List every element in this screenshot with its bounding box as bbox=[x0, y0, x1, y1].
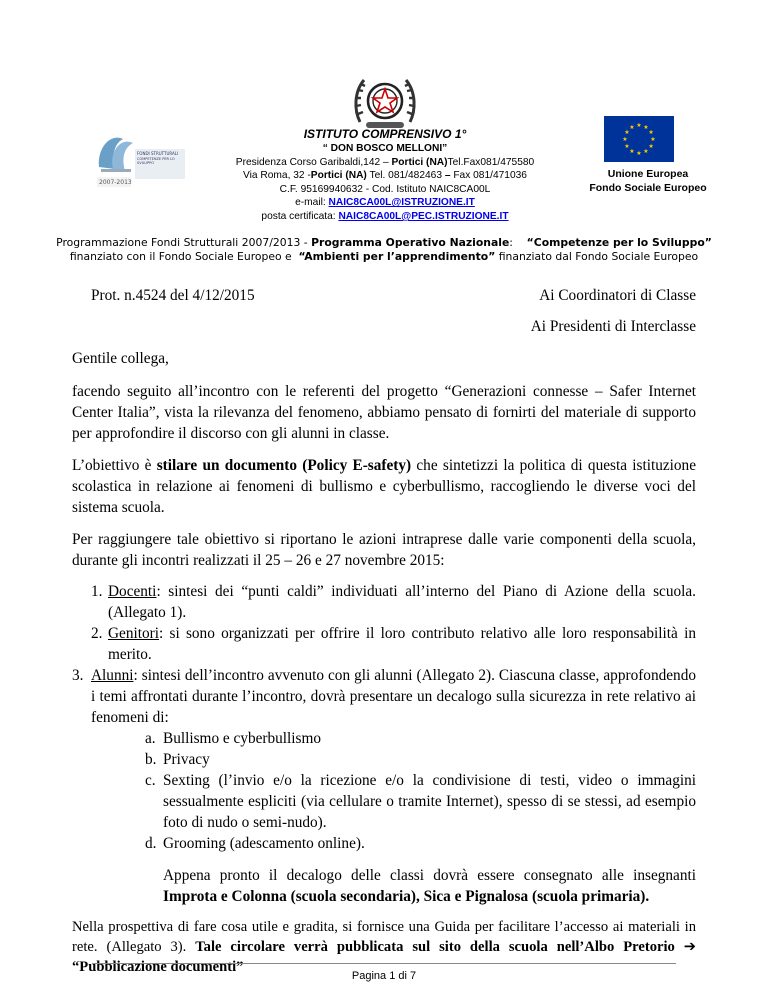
svg-text:★: ★ bbox=[636, 150, 642, 157]
sub-item-c: Sexting (l’invio e/o la ricezione e/o la condivisione di testi, video o immagini sessualmente espliciti (via cellulare o tramite Internet), spesso di se stessi, ad esempio foto di nudo o semi-nudo). bbox=[163, 772, 696, 831]
school-name: “ DON BOSCO MELLONI” bbox=[322, 143, 448, 154]
p5-b: Tale circolare verrà pubblicata sul sito della scuola nell’Albo Pretorio bbox=[195, 939, 684, 955]
school-header bbox=[195, 127, 575, 224]
svg-text:★: ★ bbox=[622, 136, 628, 143]
programme-l2-c: finanziato dal Fondo Sociale Europeo bbox=[495, 250, 699, 263]
pec-line bbox=[195, 210, 575, 224]
sub-item-d-num: d. bbox=[145, 835, 157, 852]
sub-item-d: Grooming (adescamento online). bbox=[163, 835, 365, 852]
footer-divider bbox=[92, 963, 676, 964]
item2-text: : si sono organizzati per offrire il loro contributo relativo alle loro responsabilità in merito. bbox=[108, 625, 696, 663]
pec-link[interactable]: NAIC8CA00L@PEC.ISTRUZIONE.IT bbox=[338, 210, 509, 222]
school-title: ISTITUTO COMPRENSIVO 1° bbox=[303, 127, 467, 141]
programme-l1-a: Programmazione Fondi Strutturali 2007/2013 - bbox=[56, 236, 312, 249]
eu-caption-1: Unione Europea bbox=[607, 168, 689, 180]
svg-text:★: ★ bbox=[629, 148, 635, 156]
pec-label: posta certificata: bbox=[261, 210, 339, 222]
list-item-3-num: 3. bbox=[72, 667, 84, 684]
sub-item-b-num: b. bbox=[145, 751, 157, 768]
address-line-2 bbox=[195, 169, 575, 183]
address2-post: Fax 081/471036 bbox=[450, 170, 527, 182]
address-line-1 bbox=[195, 156, 575, 170]
address2-bold: Portici (NA) bbox=[310, 170, 367, 182]
protocol-number: Prot. n.4524 del 4/12/2015 bbox=[91, 287, 255, 304]
svg-text:★: ★ bbox=[648, 128, 654, 136]
p5-c: “Pubblicazione documenti” bbox=[72, 959, 244, 975]
address1-pre: Presidenza Corso Garibaldi,142 – bbox=[235, 156, 392, 168]
list-item-1 bbox=[108, 581, 696, 623]
programme-l2-b: “Ambienti per l’apprendimento” bbox=[298, 250, 496, 263]
p4-a: Appena pronto il decalogo delle classi dovrà essere consegnato alle insegnanti bbox=[163, 867, 696, 884]
email-link[interactable]: NAIC8CA00L@ISTRUZIONE.IT bbox=[328, 197, 475, 209]
p2-b: stilare un documento (Policy E-safety) bbox=[156, 457, 412, 474]
item1-label: Docenti bbox=[108, 583, 157, 600]
logo-left-subtext: COMPETENZE PER LO SVILUPPO bbox=[137, 157, 175, 165]
paragraph-3: Per raggiungere tale obiettivo si riportano le azioni intraprese dalle varie componenti della scuola, durante gli incontri realizzati il 25 – 26 e 27 novembre 2015: bbox=[72, 531, 696, 569]
paragraph-5 bbox=[72, 917, 696, 977]
address1-post: Tel.Fax081/475580 bbox=[447, 156, 535, 168]
sub-item-c-num: c. bbox=[145, 772, 156, 789]
p5-a: Nella prospettiva di fare cosa utile e gradita, si fornisce una Guida per facilitare l’accesso ai materiali in rete. (Allegato 3). bbox=[72, 919, 696, 955]
codes-line: C.F. 95169940632 - Cod. Istituto NAIC8CA00L bbox=[279, 183, 491, 195]
address2-pre: Via Roma, 32 - bbox=[243, 170, 311, 182]
programme-line-2 bbox=[0, 250, 768, 264]
email-line bbox=[195, 196, 575, 210]
p4-b: Improta e Colonna (scuola secondaria), Sica e Pignalosa (scuola primaria). bbox=[163, 888, 650, 905]
logo-left-text: FONDI STRUTTURALI bbox=[137, 151, 179, 156]
svg-text:★: ★ bbox=[643, 123, 649, 131]
programme-l1-c: : bbox=[509, 236, 527, 249]
sub-item-a-num: a. bbox=[145, 730, 156, 747]
item2-label: Genitori bbox=[108, 625, 159, 642]
logo-left-years: 2007-2013 bbox=[99, 179, 132, 186]
list-item-3 bbox=[91, 665, 696, 728]
svg-text:★: ★ bbox=[650, 136, 656, 143]
p2-c: che sintetizzi la politica di questa istituzione scolastica in relazione ai fenomeni di bullismo e cyberbullismo, raccogliendo le diverse voci del sistema scuola. bbox=[72, 457, 696, 516]
svg-text:★: ★ bbox=[624, 128, 630, 136]
programme-l1-b: Programma Operativo Nazionale bbox=[311, 236, 510, 249]
email-label: e-mail: bbox=[295, 197, 329, 209]
list-item-2-num: 2. bbox=[91, 625, 103, 642]
italian-republic-emblem-icon bbox=[352, 70, 418, 134]
svg-text:★: ★ bbox=[643, 148, 649, 156]
svg-text:★: ★ bbox=[629, 123, 635, 131]
pon-logo bbox=[93, 125, 189, 193]
eu-caption-2: Fondo Sociale Europeo bbox=[589, 182, 707, 194]
programme-l1-d: “Competenze per lo Sviluppo” bbox=[526, 236, 712, 249]
recipient-2: Ai Presidenti di Interclasse bbox=[530, 318, 696, 335]
svg-text:★: ★ bbox=[624, 143, 630, 151]
programme-l2-a: finanziato con il Fondo Sociale Europeo e bbox=[69, 250, 299, 263]
p2-a: L’obiettivo è bbox=[72, 457, 157, 474]
eu-flag-icon bbox=[604, 116, 674, 162]
list-item-1-num: 1. bbox=[91, 583, 103, 600]
svg-text:★: ★ bbox=[648, 143, 654, 151]
paragraph-2 bbox=[72, 455, 696, 518]
address2-mid: Tel. 081/482463 bbox=[366, 170, 445, 182]
sub-item-b: Privacy bbox=[163, 751, 210, 768]
address2-dash: – bbox=[444, 170, 451, 182]
list-item-2 bbox=[108, 623, 696, 665]
recipient-1: Ai Coordinatori di Classe bbox=[539, 287, 696, 304]
paragraph-4 bbox=[163, 865, 696, 907]
svg-text:★: ★ bbox=[636, 122, 642, 129]
greeting: Gentile collega, bbox=[72, 350, 169, 367]
item3-label: Alunni bbox=[91, 667, 134, 684]
sub-item-a: Bullismo e cyberbullismo bbox=[163, 730, 322, 747]
page-number: Pagina 1 di 7 bbox=[351, 970, 417, 982]
paragraph-1: facendo seguito all’incontro con le referenti del progetto “Generazioni connesse – Safer Internet Center Italia”, vista la rilevanza del fenomeno, abbiamo pensato di fornirti del materiale di supporto per approfondire il discorso con gli alunni in classe. bbox=[72, 383, 696, 442]
address1-bold: Portici (NA) bbox=[391, 156, 448, 168]
item3-text: : sintesi dell’incontro avvenuto con gli alunni (Allegato 2). Ciascuna classe, approfondendo i temi affrontati durante l’incontro, dovrà presentare un decalogo sulla sicurezza in rete relativo ai fenomeni di: bbox=[91, 667, 696, 726]
item1-text: : sintesi dei “punti caldi” individuati all’interno del Piano di Azione della scuola. (Allegato 1). bbox=[108, 583, 696, 621]
arrow-right-icon: ➔ bbox=[683, 938, 696, 955]
programme-line-1 bbox=[0, 236, 768, 250]
